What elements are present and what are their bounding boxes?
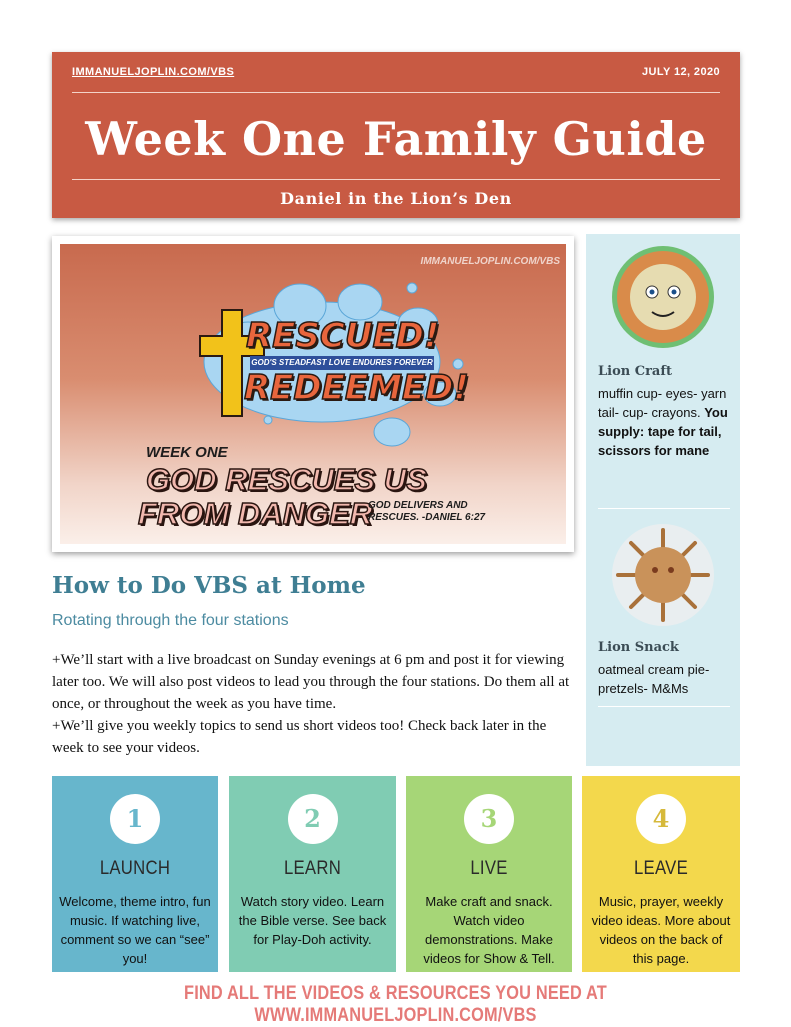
theme-banner-image xyxy=(60,244,566,544)
station-learn xyxy=(229,776,396,972)
station-number: 4 xyxy=(636,794,686,844)
station-name: LIVE xyxy=(470,858,508,879)
theme-banner-frame xyxy=(52,236,574,552)
supplies-sidebar xyxy=(586,234,740,766)
howto-subheading: Rotating through the four stations xyxy=(52,612,289,629)
lion-snack-text: oatmeal cream pie- pretzels- M&Ms xyxy=(598,662,710,696)
lion-craft-you-supply: You supply: tape for tail, scissors for mane xyxy=(598,405,728,458)
page-title: Week One Family Guide xyxy=(85,112,707,166)
station-number: 3 xyxy=(464,794,514,844)
banner-week-label: WEEK ONE xyxy=(146,444,228,461)
lion-craft-supplies xyxy=(598,384,732,460)
station-leave xyxy=(582,776,740,972)
banner-headline-line2: FROM DANGER xyxy=(138,496,373,531)
banner-rescued: RESCUED! xyxy=(246,316,440,356)
header-date: JULY 12, 2020 xyxy=(642,66,720,78)
header-divider-top xyxy=(72,92,720,93)
banner-watermark: IMMANUELJOPLIN.COM/VBS xyxy=(420,256,560,267)
header-url-link[interactable]: IMMANUELJOPLIN.COM/VBS xyxy=(72,66,235,78)
sidebar-divider-2 xyxy=(598,706,730,707)
station-name: LAUNCH xyxy=(99,858,171,879)
banner-verse: GOD DELIVERS AND RESCUES. -DANIEL 6:27 xyxy=(368,500,486,523)
banner-headline-line1: GOD RESCUES US xyxy=(146,462,427,497)
header-divider-bottom xyxy=(72,179,720,180)
station-description: Watch story video. Learn the Bible verse. See back for Play-Doh activity. xyxy=(238,894,387,947)
station-live xyxy=(406,776,572,972)
banner-tagline: GOD'S STEADFAST LOVE ENDURES FOREVER xyxy=(250,356,434,370)
howto-paragraph-1: +We’ll start with a live broadcast on Sunday evenings at 6 pm and post it for viewing later too. We will also post videos to lead you through the four stations. Do them all at once, or throughout the week as you have time. xyxy=(52,652,570,712)
header-banner xyxy=(52,52,740,218)
station-name: LEARN xyxy=(283,858,342,879)
station-launch xyxy=(52,776,218,972)
footer-resources-link[interactable]: FIND ALL THE VIDEOS & RESOURCES YOU NEED AT WWW.IMMANUELJOPLIN.COM/VBS xyxy=(184,983,607,1026)
station-name: LEAVE xyxy=(633,858,688,879)
station-number: 2 xyxy=(288,794,338,844)
station-number: 1 xyxy=(110,794,160,844)
lion-craft-title: Lion Craft xyxy=(598,364,672,379)
lion-craft-photo xyxy=(612,246,714,348)
station-description: Music, prayer, weekly video ideas. More about videos on the back of this page. xyxy=(591,894,731,966)
howto-body xyxy=(52,649,576,759)
lion-snack-photo xyxy=(612,524,714,626)
banner-redeemed: REDEEMED! xyxy=(244,368,469,408)
howto-heading: How to Do VBS at Home xyxy=(52,572,366,599)
lion-craft-text: muffin cup- eyes- yarn tail- cup- crayons. xyxy=(598,386,727,420)
station-description: Welcome, theme intro, fun music. If watching live, comment so we can “see” you! xyxy=(59,894,211,966)
page-subtitle: Daniel in the Lion’s Den xyxy=(280,189,512,208)
howto-paragraph-2: +We’ll give you weekly topics to send us short videos too! Check back later in the week to see your videos. xyxy=(52,718,547,756)
station-description: Make craft and snack. Watch video demonstrations. Make videos for Show & Tell. xyxy=(423,894,555,966)
lion-snack-title: Lion Snack xyxy=(598,640,679,655)
sidebar-divider-1 xyxy=(598,508,730,509)
